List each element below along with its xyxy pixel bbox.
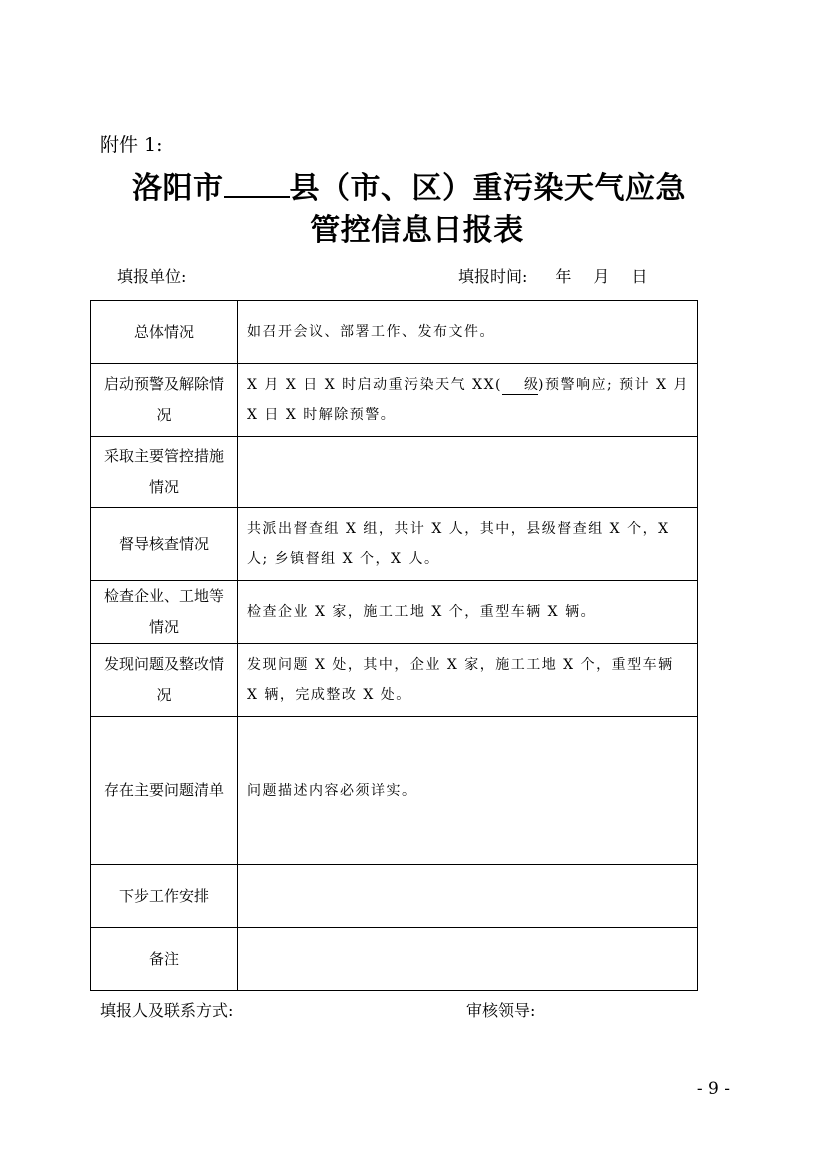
table-row	[91, 865, 698, 928]
warning-level-blank: 级	[502, 376, 538, 395]
reviewer-label: 审核领导:	[466, 1001, 536, 1020]
row-label: 下步工作安排	[91, 865, 238, 928]
table-row	[91, 301, 698, 364]
title-rest: 县（市、区）重污染天气应急	[289, 171, 686, 206]
row-content: 共派出督查组 X 组，共计 X 人，其中，县级督查组 X 个，X 人; 乡镇督组 X 个，X 人。	[238, 508, 698, 581]
title-county-blank	[224, 170, 290, 198]
row-label: 督导核查情况	[91, 508, 238, 581]
row-content: 发现问题 X 处，其中，企业 X 家，施工工地 X 个，重型车辆 X 辆，完成整改 X 处。	[238, 644, 698, 717]
reporting-time-label: 填报时间:	[458, 267, 528, 286]
table-row	[91, 508, 698, 581]
page-title-line2: 管控信息日报表	[310, 213, 524, 248]
month-label: 月	[593, 267, 610, 286]
page-number: - 9 -	[696, 1079, 730, 1099]
row-content: 如召开会议、部署工作、发布文件。	[238, 301, 698, 364]
reporting-unit-label: 填报单位:	[117, 267, 187, 286]
day-label: 日	[631, 267, 648, 286]
row-content: 问题描述内容必须详实。	[238, 717, 698, 865]
title-city: 洛阳市	[132, 171, 224, 206]
row-label: 采取主要管控措施情况	[91, 437, 238, 508]
row-content	[238, 437, 698, 508]
row-label: 发现问题及整改情况	[91, 644, 238, 717]
table-row	[91, 437, 698, 508]
row-label: 存在主要问题清单	[91, 717, 238, 865]
row-label: 总体情况	[91, 301, 238, 364]
reporting-time	[458, 264, 647, 287]
table-row	[91, 581, 698, 644]
row-content	[238, 865, 698, 928]
page-title	[0, 163, 822, 207]
attachment-label: 附件 1:	[100, 134, 163, 156]
row-label: 备注	[91, 928, 238, 991]
row-content: 检查企业 X 家，施工工地 X 个，重型车辆 X 辆。	[238, 581, 698, 644]
row-label: 检查企业、工地等情况	[91, 581, 238, 644]
row-content	[238, 364, 698, 437]
table-row	[91, 644, 698, 717]
warning-text-b: )预警响应; 预计 X 月 X 日 X 时解除预警。	[247, 377, 689, 423]
table-row	[91, 364, 698, 437]
report-table	[90, 300, 698, 991]
warning-text-a: X 月 X 日 X 时启动重污染天气 XX(	[247, 377, 502, 393]
year-label: 年	[555, 267, 572, 286]
row-content	[238, 928, 698, 991]
filler-contact-label: 填报人及联系方式:	[100, 1001, 234, 1020]
table-row	[91, 717, 698, 865]
row-label: 启动预警及解除情况	[91, 364, 238, 437]
table-row	[91, 928, 698, 991]
